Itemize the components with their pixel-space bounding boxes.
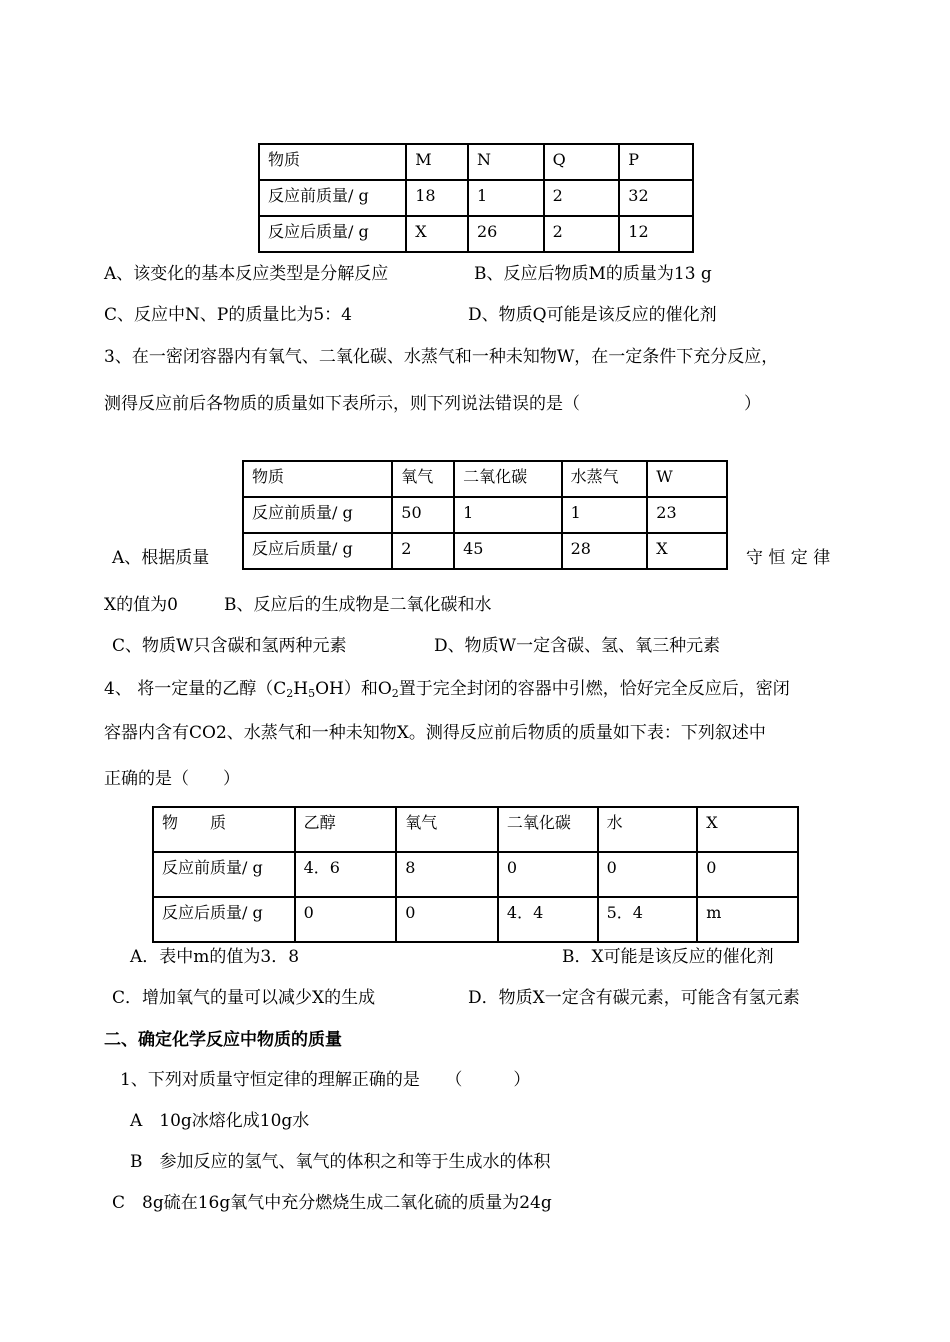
table-row [153,897,798,942]
q2-option-b: B、反应后物质M的质量为13 g [474,264,712,284]
table-cell: 反应后质量/ g [252,539,353,558]
table-header-row [243,461,727,497]
q4-option-d: D．物质X一定含有碳元素，可能含有氢元素 [468,988,800,1008]
table-cell: 反应前质量/ g [252,503,353,522]
table-cell: X [656,539,668,558]
table-row [243,497,727,533]
table-cell: 0 [706,858,717,877]
s2-question-1: 1、下列对质量守恒定律的理解正确的是 （ ） [120,1070,531,1090]
table-row [259,180,693,216]
table-cell: 0 [506,858,518,877]
s2-option-a: A 10g冰熔化成10g水 [130,1111,310,1131]
table-cell: Q [552,150,566,169]
q2-option-a: A、该变化的基本反应类型是分解反应 [104,264,389,284]
table-cell: m [706,903,722,922]
table-cell: 28 [570,539,591,558]
q4-option-a: A．表中m的值为3．8 [130,947,300,967]
table-cell: 二氧化碳 [463,467,528,486]
table-cell: X [415,222,427,241]
table-cell: 32 [628,186,649,205]
q3-stem-bracket-close: ） [744,394,761,414]
table-cell: 12 [628,222,649,241]
q3-stem-line-2: 测得反应前后各物质的质量如下表所示，则下列说法错误的是（ [104,394,580,414]
table-cell: 乙醇 [303,813,336,832]
table-header-row [259,144,693,180]
q3-option-b: B、反应后的生成物是二氧化碳和水 [224,595,492,615]
table-cell: 50 [401,503,422,522]
table-cell: 4．6 [303,858,340,877]
table-2 [242,460,728,570]
table-3 [152,806,799,943]
table-cell: 2 [552,186,563,205]
table-cell: 二氧化碳 [506,813,571,832]
table-cell: 4．4 [506,903,544,922]
table-cell: N [476,150,491,169]
table-header-row [153,807,798,852]
table-row [259,216,693,252]
table-1 [258,143,694,253]
table-cell: 5．4 [606,903,643,922]
table-cell: 反应后质量/ g [162,903,263,922]
table-cell: 反应前质量/ g [162,858,263,877]
table-cell: 2 [552,222,563,241]
table-cell: 2 [401,539,412,558]
section-title: 二、确定化学反应中物质的质量 [104,1030,342,1050]
table-cell: 18 [415,186,436,205]
q4-stem-line-2: 容器内含有CO2、水蒸气和一种未知物X。测得反应前后物质的质量如下表：下列叙述中 [104,723,766,743]
table-cell: 反应后质量/ g [268,222,369,241]
table-cell: 反应前质量/ g [268,186,369,205]
table-cell: 8 [405,858,416,877]
table-cell: 0 [303,903,314,922]
q3-option-a-cont: X的值为0 [104,595,178,615]
q2-option-c: C、反应中N、P的质量比为5：4 [104,305,352,325]
table-cell: 0 [606,858,617,877]
table-cell: 1 [570,503,581,522]
q3-option-a-right: 守 恒 定 律 [746,548,831,568]
table-cell: P [628,150,640,169]
table-cell: 45 [463,539,484,558]
s2-option-b: B 参加反应的氢气、氧气的体积之和等于生成水的体积 [130,1152,551,1172]
q4-stem-line-3: 正确的是（ ） [104,769,240,789]
table-cell: 物 质 [162,813,227,832]
table-cell: 水蒸气 [570,467,619,486]
table-cell: 物质 [252,467,285,486]
q4-option-b: B．X可能是该反应的催化剂 [562,947,774,967]
table-cell: 物质 [268,150,301,169]
q4-option-c: C．增加氧气的量可以减少X的生成 [112,988,376,1008]
table-cell: 1 [476,186,488,205]
table-row [243,533,727,569]
s2-option-c: C 8g硫在16g氧气中充分燃烧生成二氧化硫的质量为24g [112,1193,552,1213]
q4-stem-line-1: 4、 将一定量的乙醇$(C_2H_5OH)$和$O_2$置于完全封闭的容器中引燃，恰好完全反应后，密闭 [104,679,790,700]
q3-stem-line-1: 3、在一密闭容器内有氧气、二氧化碳、水蒸气和一种未知物W，在一定条件下充分反应， [104,347,779,367]
table-cell: 26 [476,222,498,241]
table-cell: W [656,467,673,486]
q3-option-c: C、物质W只含碳和氢两种元素 [112,636,347,656]
table-cell: X [706,813,718,832]
table-cell: 水 [606,813,623,832]
q2-option-d: D、物质Q可能是该反应的催化剂 [468,305,717,325]
table-row [153,852,798,897]
table-cell: 氧气 [405,813,438,832]
table-cell: 0 [405,903,416,922]
table-cell: 1 [463,503,474,522]
q3-option-d: D、物质W一定含碳、氢、氧三种元素 [434,636,721,656]
table-cell: 氧气 [401,467,434,486]
table-cell: 23 [656,503,677,522]
table-cell: M [415,150,432,169]
q3-option-a-left: A、根据质量 [112,548,210,568]
